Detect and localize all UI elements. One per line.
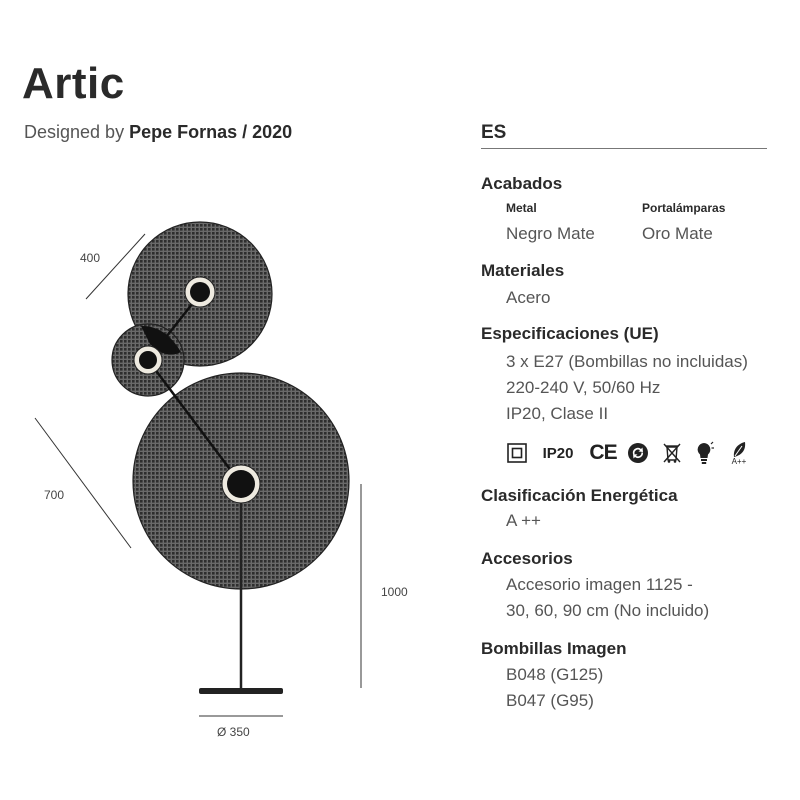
dim-label-small-disc: 400 bbox=[80, 251, 101, 265]
dim-line-large-disc bbox=[35, 418, 131, 548]
metal-label: Metal bbox=[506, 201, 537, 215]
portalamparas-label: Portalámparas bbox=[642, 201, 726, 215]
metal-value: Negro Mate bbox=[506, 224, 595, 243]
language-code: ES bbox=[481, 122, 507, 143]
recycle-icon bbox=[626, 440, 650, 466]
lamp-holder-small bbox=[134, 346, 162, 374]
leaf-energy-icon bbox=[726, 440, 752, 466]
class-ii-icon bbox=[506, 440, 528, 466]
bombilla-line: B048 (G125) bbox=[506, 665, 604, 684]
certification-icons bbox=[506, 440, 766, 470]
portalamparas-value: Oro Mate bbox=[642, 224, 713, 243]
ip20-icon: IP20 bbox=[542, 444, 574, 462]
dim-label-large-disc: 700 bbox=[44, 488, 65, 502]
clasificacion-value: A ++ bbox=[506, 511, 541, 530]
header-divider bbox=[481, 148, 767, 149]
bombillas-heading: Bombillas Imagen bbox=[481, 639, 627, 658]
clasificacion-heading: Clasificación Energética bbox=[481, 486, 678, 505]
especificaciones-heading: Especificaciones (UE) bbox=[481, 324, 659, 343]
accesorios-line: 30, 60, 90 cm (No incluido) bbox=[506, 601, 710, 620]
bombilla-line: B047 (G95) bbox=[506, 691, 594, 710]
materiales-value: Acero bbox=[506, 288, 551, 307]
lamp-holder-upper bbox=[185, 277, 215, 307]
spec-line: 220-240 V, 50/60 Hz bbox=[506, 378, 661, 397]
bulb-icon bbox=[692, 440, 716, 466]
accesorios-heading: Accesorios bbox=[481, 549, 573, 568]
weee-bin-icon bbox=[660, 440, 684, 466]
stand-base bbox=[199, 688, 283, 694]
product-title: Artic bbox=[22, 59, 125, 108]
lamp-holder-large bbox=[222, 465, 260, 503]
accesorios-line: Accesorio imagen 1125 - bbox=[506, 575, 693, 594]
acabados-heading: Acabados bbox=[481, 174, 563, 193]
leaf-energy-label: A++ bbox=[731, 456, 747, 466]
designed-by-prefix: Designed by bbox=[24, 122, 125, 142]
designer-name: Pepe Fornas / 2020 bbox=[129, 122, 293, 142]
dim-label-base: Ø 350 bbox=[217, 725, 250, 739]
materiales-heading: Materiales bbox=[481, 261, 565, 280]
dim-label-height: 1000 bbox=[381, 585, 408, 599]
spec-line: 3 x E27 (Bombillas no incluidas) bbox=[506, 352, 748, 371]
ce-mark-icon: CE bbox=[589, 441, 617, 464]
spec-line: IP20, Clase II bbox=[506, 404, 609, 423]
